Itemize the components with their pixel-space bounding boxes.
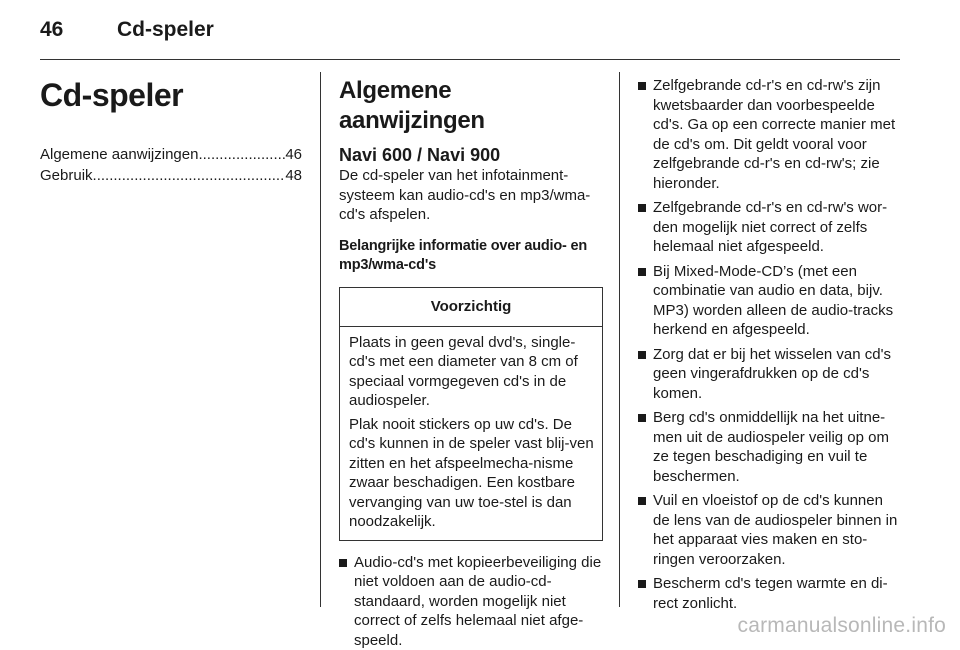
toc-leader-dots — [198, 144, 285, 165]
list-item — [638, 198, 900, 257]
square-bullet-icon — [638, 351, 646, 359]
chapter-column — [40, 76, 302, 186]
table-of-contents — [40, 144, 302, 186]
toc-entry-page: 48 — [285, 165, 302, 186]
list-item — [638, 345, 900, 404]
caution-title: Voorzichtig — [340, 288, 602, 327]
caution-paragraph: Plak nooit stickers op uw cd's. De cd's kunnen in de speler vast blij-ven zitten en het afspeelmecha-nisme zwaar beschadigen. Een kostbare vervanging van uw toe-stel is dan noodzakelijk. — [349, 415, 594, 532]
list-item-text: Audio-cd's met kopieerbeveiliging die niet voldoen aan de audio-cd-standaard, worden mogelijk niet correct of zelfs helemaal niet afge-speeld. — [354, 554, 601, 649]
list-item — [638, 408, 900, 486]
list-item — [638, 491, 900, 569]
bullet-list-left — [339, 553, 603, 650]
intro-paragraph: De cd-speler van het infotainment-systeem kan audio-cd's en mp3/wma-cd's afspelen. — [339, 166, 603, 225]
list-item — [638, 262, 900, 340]
list-item — [339, 553, 603, 650]
page-number: 46 — [40, 18, 63, 42]
caution-box — [339, 287, 603, 541]
section-title: Algemene aanwijzingen — [339, 76, 603, 136]
header-divider — [40, 59, 900, 60]
list-item-text: Bij Mixed-Mode-CD’s (met een combinatie van audio en data, bijv. MP3) worden alleen de audio-tracks herkend en afgespeeld. — [653, 263, 893, 339]
column-divider-right — [619, 72, 620, 607]
bullets-column — [638, 76, 900, 613]
square-bullet-icon — [638, 580, 646, 588]
chapter-title: Cd-speler — [40, 76, 302, 114]
list-item — [638, 76, 900, 193]
page-header — [40, 18, 920, 50]
column-divider-left — [320, 72, 321, 607]
toc-entry-algemene-aanwijzingen[interactable] — [40, 144, 302, 165]
square-bullet-icon — [638, 204, 646, 212]
square-bullet-icon — [638, 414, 646, 422]
list-item-text: Zelfgebrande cd-r's en cd-rw's wor-den mogelijk niet correct of zelfs helemaal niet afgespeeld. — [653, 199, 887, 255]
list-item-text: Berg cd's onmiddellijk na het uitne-men uit de audiospeler veilig op om ze tegen beschadiging en vuil te beschermen. — [653, 409, 889, 485]
running-title: Cd-speler — [117, 18, 214, 42]
toc-entry-gebruik[interactable] — [40, 165, 302, 186]
list-item-text: Zorg dat er bij het wisselen van cd's geen vingerafdrukken op de cd's komen. — [653, 346, 891, 402]
caution-body — [340, 327, 602, 540]
square-bullet-icon — [638, 82, 646, 90]
toc-entry-page: 46 — [285, 144, 302, 165]
toc-entry-label: Gebruik — [40, 165, 93, 186]
important-heading: Belangrijke informatie over audio- en mp3/wma-cd's — [339, 237, 603, 275]
list-item — [638, 574, 900, 613]
square-bullet-icon — [638, 497, 646, 505]
list-item-text: Vuil en vloeistof op de cd's kunnen de lens van de audiospeler binnen in het apparaat vies maken en sto-ringen veroorzaken. — [653, 492, 897, 568]
square-bullet-icon — [339, 559, 347, 567]
bullet-list-right — [638, 76, 900, 613]
list-item-text: Bescherm cd's tegen warmte en di-rect zonlicht. — [653, 575, 888, 612]
list-item-text: Zelfgebrande cd-r's en cd-rw's zijn kwetsbaarder dan voorbespeelde cd's. Ga op een correcte manier met de cd's om. Dit geldt vooral voor zelfgebrande cd-r's en cd-rw's; zie hieronder. — [653, 77, 895, 192]
toc-entry-label: Algemene aanwijzingen — [40, 144, 198, 165]
watermark: carmanualsonline.info — [738, 614, 947, 638]
square-bullet-icon — [638, 268, 646, 276]
toc-leader-dots — [93, 165, 286, 186]
caution-paragraph: Plaats in geen geval dvd's, single-cd's met een diameter van 8 cm of speciaal vormgegeven cd's in de audiospeler. — [349, 333, 594, 411]
section-subtitle: Navi 600 / Navi 900 — [339, 144, 603, 166]
section-column — [339, 76, 603, 650]
